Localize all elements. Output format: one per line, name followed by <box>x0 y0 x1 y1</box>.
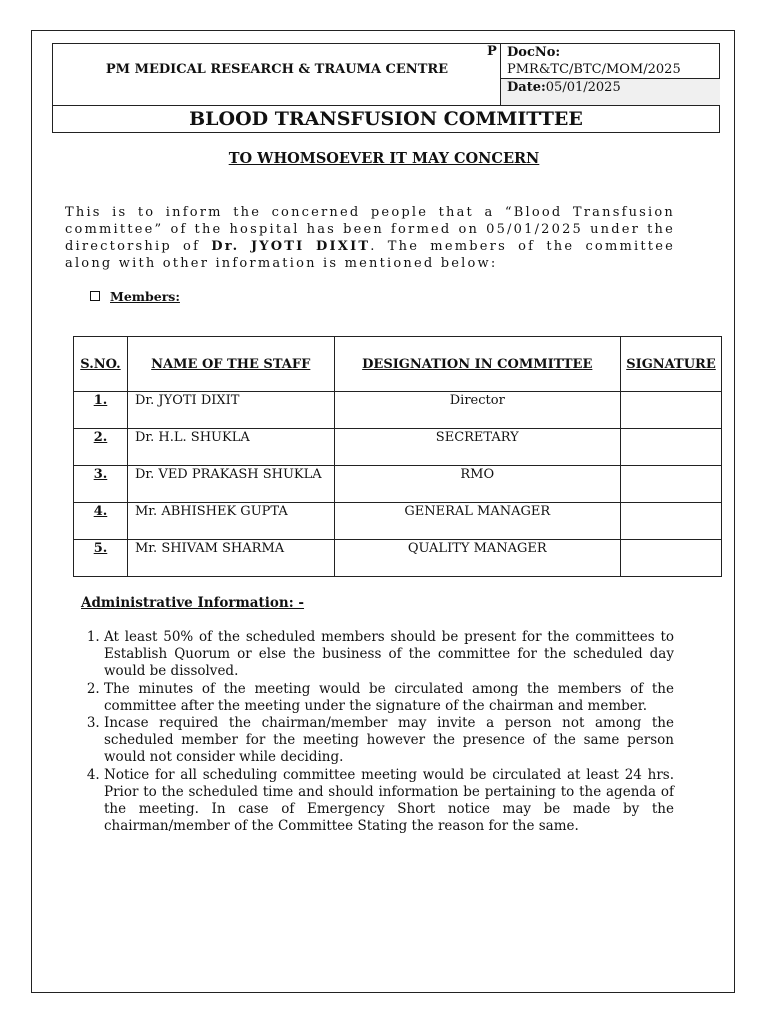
date-cell <box>501 79 720 105</box>
docno-cell <box>501 44 720 79</box>
cell-name: Mr. SHIVAM SHARMA <box>127 540 334 577</box>
cell-signature <box>621 392 722 429</box>
members-label-row <box>90 289 180 304</box>
checkbox-bullet-icon <box>90 291 100 301</box>
cell-designation: SECRETARY <box>334 429 620 466</box>
header-org-cell <box>53 44 501 105</box>
admin-item: 1. At least 50% of the scheduled members should be present for the committees to Establish Quorum or else the business of the committee for the scheduled day would be dissolved. <box>104 629 674 681</box>
cell-designation: RMO <box>334 466 620 503</box>
cell-signature <box>621 503 722 540</box>
header-designation: DESIGNATION IN COMMITTEE <box>334 337 620 392</box>
header-meta-cell <box>501 44 720 105</box>
concern-heading: TO WHOMSOEVER IT MAY CONCERN <box>228 150 540 167</box>
cell-signature <box>621 429 722 466</box>
cell-designation: GENERAL MANAGER <box>334 503 620 540</box>
header-sno: S.NO. <box>74 337 128 392</box>
admin-list <box>81 629 674 835</box>
date-label: Date: <box>507 80 546 95</box>
table-row <box>74 503 722 540</box>
cell-sno: 4. <box>74 503 128 540</box>
header-name: NAME OF THE STAFF <box>127 337 334 392</box>
table-row <box>74 540 722 577</box>
cell-sno: 2. <box>74 429 128 466</box>
docno-value: PMR&TC/BTC/MOM/2025 <box>507 62 681 77</box>
admin-heading: Administrative Information: - <box>81 595 305 611</box>
director-name: Dr. JYOTI DIXIT <box>211 239 371 254</box>
cell-name: Mr. ABHISHEK GUPTA <box>127 503 334 540</box>
cell-designation: QUALITY MANAGER <box>334 540 620 577</box>
table-row <box>74 429 722 466</box>
organization-name: PM MEDICAL RESEARCH & TRAUMA CENTRE <box>105 62 449 77</box>
cell-sno: 5. <box>74 540 128 577</box>
cell-signature <box>621 540 722 577</box>
members-label: Members: <box>110 289 180 304</box>
header-signature: SIGNATURE <box>621 337 722 392</box>
cell-name: Dr. H.L. SHUKLA <box>127 429 334 466</box>
table-row <box>74 392 722 429</box>
admin-item: 3. Incase required the chairman/member may invite a person not among the scheduled member for the meeting however the presence of the same person would not consider while deciding. <box>104 715 674 767</box>
date-value: 05/01/2025 <box>545 80 621 95</box>
document-header <box>52 43 720 133</box>
table-row <box>74 466 722 503</box>
intro-text-2: . The members of the committee along with other information is mentioned below: <box>65 239 676 271</box>
cell-sno: 3. <box>74 466 128 503</box>
header-p-mark: P <box>487 44 497 59</box>
docno-label: DocNo: <box>507 45 561 60</box>
admin-item: 2. The minutes of the meeting would be circulated among the members of the committee after the meeting under the signature of the chairman and member. <box>104 681 674 715</box>
intro-text-1: This is to inform the concerned people that a “Blood Transfusion committee” of the hospital has been formed on 05/01/2025 under the directorship of <box>65 205 675 254</box>
intro-paragraph <box>65 204 675 272</box>
admin-item: 4. Notice for all scheduling committee meeting would be circulated at least 24 hrs. Prior to the scheduled time and should information be pertaining to the agenda of the meeting. In case of Emergency Short notice may be made by the chairman/member of the Committee Stating the reason for the same. <box>104 767 674 836</box>
cell-sno: 1. <box>74 392 128 429</box>
table-header-row <box>74 337 722 392</box>
cell-name: Dr. JYOTI DIXIT <box>127 392 334 429</box>
cell-name: Dr. VED PRAKASH SHUKLA <box>127 466 334 503</box>
cell-designation: Director <box>334 392 620 429</box>
members-table <box>73 336 722 577</box>
cell-signature <box>621 466 722 503</box>
document-title: BLOOD TRANSFUSION COMMITTEE <box>53 105 719 133</box>
